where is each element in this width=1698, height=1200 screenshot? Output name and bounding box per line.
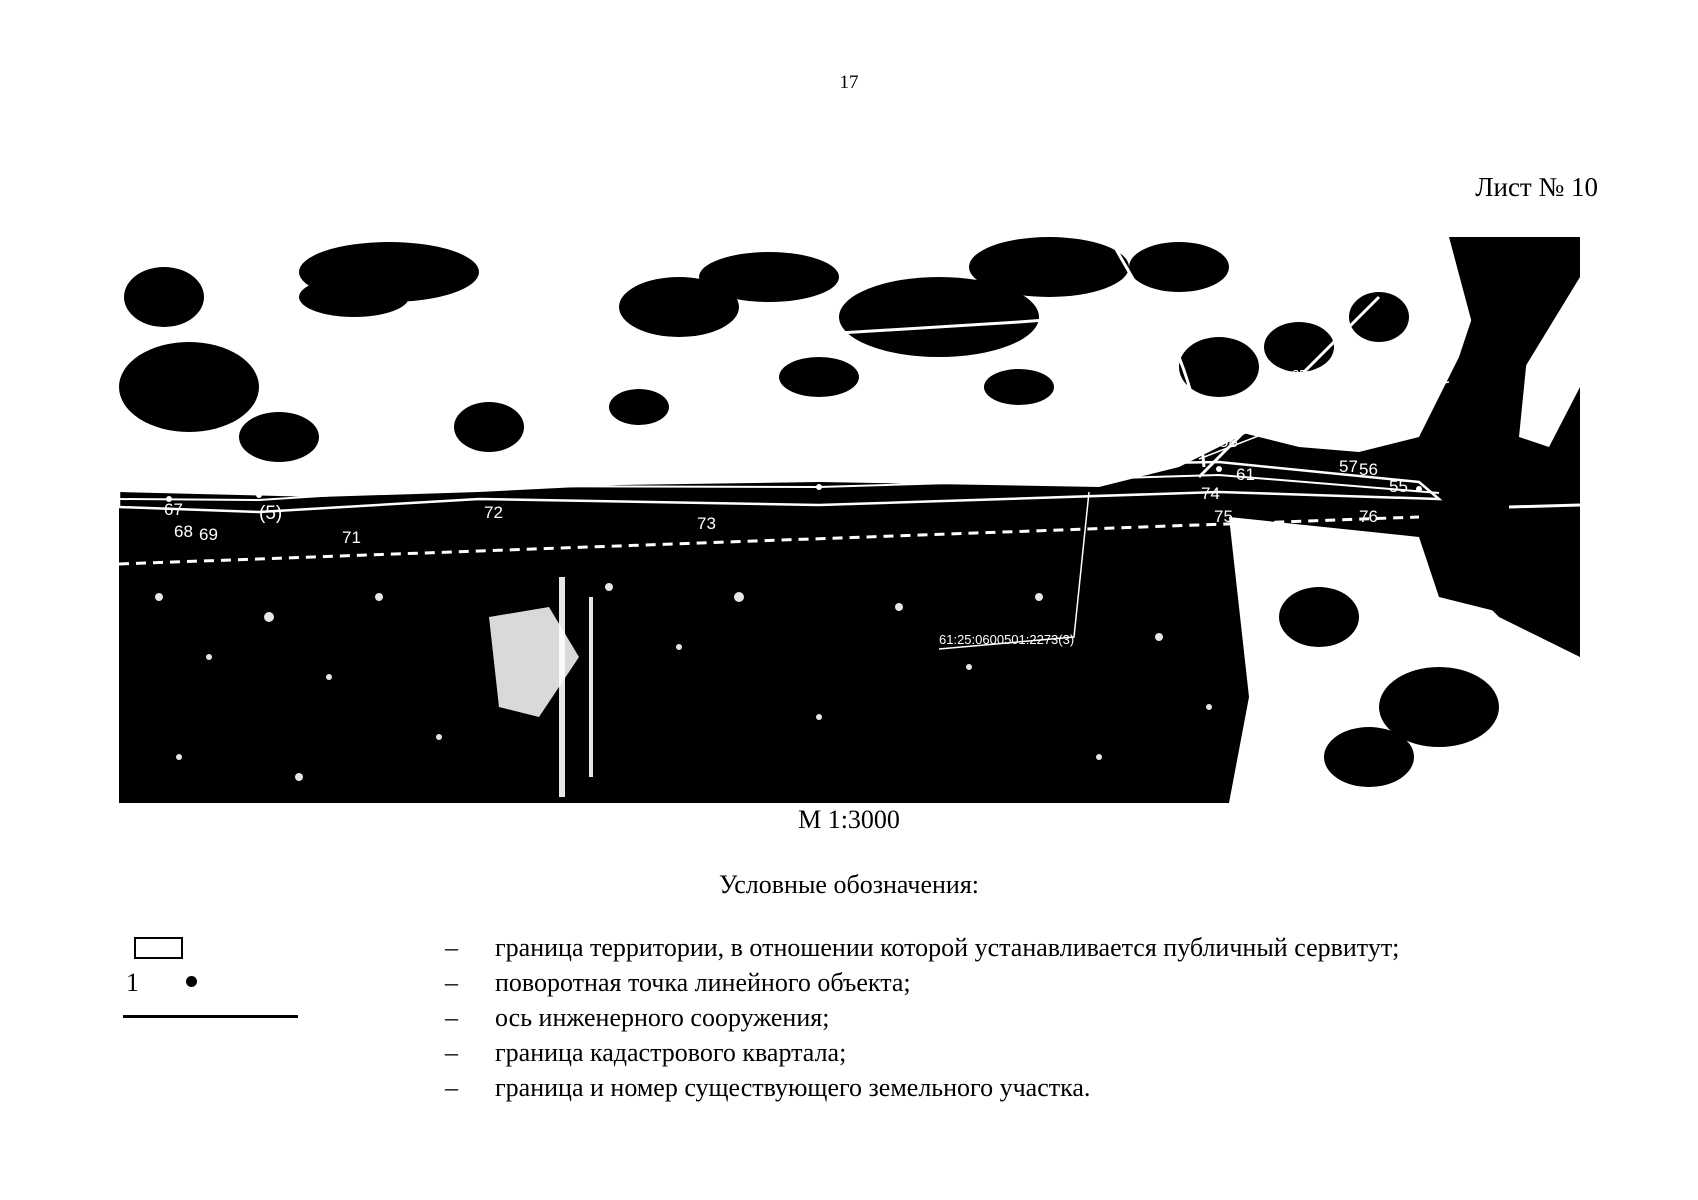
- point-label-57: 57: [1339, 457, 1358, 476]
- map-scale: М 1:3000: [798, 805, 900, 834]
- page-number: 17: [839, 72, 859, 93]
- map-image: [119, 237, 1580, 803]
- turning-point-symbol-label: 1: [126, 968, 139, 997]
- parcel-boundary-2273: [939, 492, 1089, 649]
- legend-dash: –: [445, 1038, 458, 1067]
- turning-point-symbol: [186, 976, 197, 987]
- point-label-66: 66: [174, 477, 193, 496]
- parcel-label-2273: 61:25:0600501:2273(3): [939, 632, 1075, 647]
- legend-text: ось инженерного сооружения;: [495, 1003, 830, 1032]
- point-label-56: 56: [1359, 460, 1378, 479]
- legend-item: [445, 968, 1399, 1003]
- point-label-61: 61: [1236, 465, 1255, 484]
- legend-dash: –: [445, 1073, 458, 1102]
- engineering-axis-symbol: [123, 1015, 298, 1018]
- point-label-55: 55: [1389, 477, 1408, 496]
- legend-item: [445, 1003, 1399, 1038]
- legend-item: [445, 1038, 1399, 1073]
- legend-item: [445, 1073, 1399, 1108]
- legend-dash: –: [445, 933, 458, 962]
- legend-list: [445, 933, 1399, 1108]
- point-label-seventy-four: 74: [1201, 484, 1220, 503]
- point-label-65: 65: [332, 471, 351, 490]
- legend-text: граница и номер существующего земельного участка.: [495, 1073, 1091, 1102]
- parcel-label-2479: 61:25:0600501:2479(2): [1274, 367, 1410, 382]
- legend-text: граница территории, в отношении которой устанавливается публичный сервитут;: [495, 933, 1400, 962]
- legend-title: Условные обозначения:: [718, 870, 980, 899]
- point-label-63: 63: [686, 454, 705, 473]
- legend-text: поворотная точка линейного объекта;: [495, 968, 911, 997]
- point-label-seventy-two: 72: [484, 503, 503, 522]
- point-label-seventy-three: 73: [697, 514, 716, 533]
- point-label-seventy-six: 76: [1359, 507, 1378, 526]
- legend-item: [445, 933, 1399, 968]
- sheet-label: Лист № 10: [1475, 172, 1598, 202]
- point-label-58: 58: [1219, 432, 1238, 451]
- servitude-boundary-symbol: [134, 937, 183, 959]
- point-label-seventy-five: 75: [1214, 507, 1233, 526]
- point-label-67: 67: [164, 500, 183, 519]
- legend-dash: –: [445, 1003, 458, 1032]
- point-label-69: 69: [199, 525, 218, 544]
- servitude-number: (5): [259, 503, 283, 524]
- legend-text: граница кадастрового квартала;: [495, 1038, 847, 1067]
- point-label-68: 68: [174, 522, 193, 541]
- point-label-64: 64: [481, 449, 500, 468]
- point-label-seventy-one: 71: [342, 528, 361, 547]
- legend-dash: –: [445, 968, 458, 997]
